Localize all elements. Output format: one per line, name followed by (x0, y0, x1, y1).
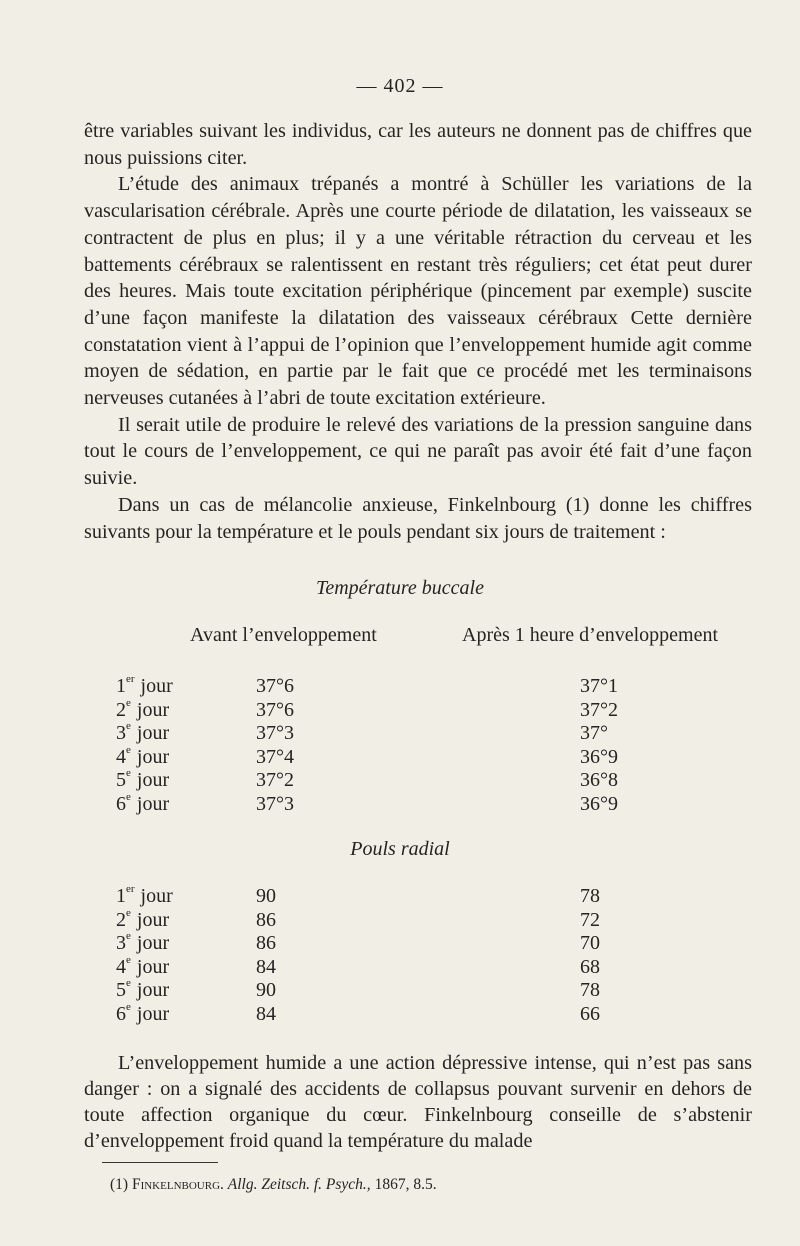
paragraph-4: Dans un cas de mélancolie anxieuse, Finkelnbourg (1) donne les chiffres suivants pour la température et le pouls pendant six jours de traitement : (84, 493, 752, 543)
before-value: 37°6 (256, 675, 294, 697)
day-cell: 4e jour (116, 743, 170, 768)
footnote-author: Finkelnbourg. (131, 1176, 224, 1193)
before-value: 37°6 (256, 698, 294, 721)
pulse-table (0, 885, 800, 1026)
day-cell: 2e jour (116, 696, 170, 721)
before-value: 37°3 (256, 722, 294, 744)
day-cell: 3e jour (116, 720, 170, 744)
table-row (0, 1000, 800, 1027)
footnote-details: 1867, 8.5. (374, 1176, 437, 1193)
table-row (0, 675, 800, 699)
table-row (0, 885, 800, 909)
after-value: 37° (580, 722, 608, 744)
header-after: Après 1 heure d’enveloppement (462, 624, 719, 646)
table-row (0, 979, 800, 1003)
paragraph-1: être variables suivant les individus, car les auteurs ne donnent pas de chiffres que nous puissions citer. (84, 120, 752, 169)
paragraph-2: L’étude des animaux trépanés a montré à Schüller les variations de la vascularisation cérébrale. Après une courte période de dilatation, les vaisseaux se contractent de plus en plus; il y a une véritable rétraction du cerveau et les battements cérébraux se ralentissent en restant très réguliers; cet état peut durer des heures. Mais toute excitation périphérique (pincement par exemple) suscite d’une façon manifeste la dilatation des vaisseaux cérébraux Cette dernière constatation vient à l’appui de l’opinion que l’enveloppement humide agit comme moyen de sédation, en partie par le fait que ce procédé met les terminaisons nerveuses cutanées à l’abri de toute excitation extérieure. (84, 173, 752, 410)
before-value: 86 (256, 908, 276, 931)
table-row (0, 722, 800, 746)
day-cell: 5e jour (116, 767, 170, 791)
before-value: 90 (256, 979, 276, 1001)
day-cell: 6e jour (116, 790, 170, 815)
day-cell: 4e jour (116, 953, 170, 978)
footnote-journal: Allg. Zeitsch. f. Psych., (227, 1176, 371, 1193)
before-value: 37°4 (256, 745, 294, 768)
table-row (0, 743, 800, 770)
before-value: 86 (256, 932, 276, 954)
day-cell: 6e jour (116, 1000, 170, 1025)
closing-text (84, 1050, 752, 1154)
after-value: 37°1 (580, 675, 618, 697)
before-value: 37°3 (256, 792, 294, 815)
table-row (0, 932, 800, 956)
paragraph-3: Il serait utile de produire le relevé des variations de la pression sanguine dans tout le cours de l’enveloppement, ce qui ne paraît pas avoir été fait d’une façon suivie. (84, 413, 752, 490)
after-value: 36°8 (580, 769, 618, 791)
table-row (0, 953, 800, 980)
day-cell: 3e jour (116, 930, 170, 954)
footnote-rule (102, 1162, 218, 1163)
before-value: 84 (256, 1002, 276, 1025)
paragraph-closing: L’enveloppement humide a une action dépressive intense, qui n’est pas sans danger : on a signalé des accidents de collapsus pouvant survenir en dehors de toute affection organique du cœur. Finkelnbourg conseille de s’abstenir d’enveloppement froid quand la température du malade (84, 1052, 752, 1152)
after-value: 37°2 (580, 698, 618, 721)
after-value: 36°9 (580, 792, 618, 815)
after-value: 72 (580, 908, 600, 931)
body-text (84, 118, 752, 545)
day-cell: 5e jour (116, 977, 170, 1001)
footnote-marker: (1) (110, 1176, 129, 1193)
table-row (0, 769, 800, 793)
table-row (0, 696, 800, 723)
pulse-title: Pouls radial (350, 838, 450, 860)
day-cell: 1er jour (116, 883, 173, 907)
day-cell: 1er jour (116, 673, 173, 697)
before-value: 84 (256, 955, 276, 978)
after-value: 66 (580, 1002, 600, 1025)
page-number: — 402 — (356, 75, 444, 97)
table-row (0, 790, 800, 817)
table-row (0, 906, 800, 933)
after-value: 68 (580, 955, 600, 978)
before-value: 37°2 (256, 769, 294, 791)
header-before: Avant l’enveloppement (190, 624, 377, 646)
temperature-title: Température buccale (316, 577, 484, 599)
temperature-table (0, 675, 800, 816)
after-value: 78 (580, 885, 600, 907)
after-value: 78 (580, 979, 600, 1001)
after-value: 70 (580, 932, 600, 954)
day-cell: 2e jour (116, 906, 170, 931)
before-value: 90 (256, 885, 276, 907)
footnote (110, 1176, 437, 1194)
after-value: 36°9 (580, 745, 618, 768)
